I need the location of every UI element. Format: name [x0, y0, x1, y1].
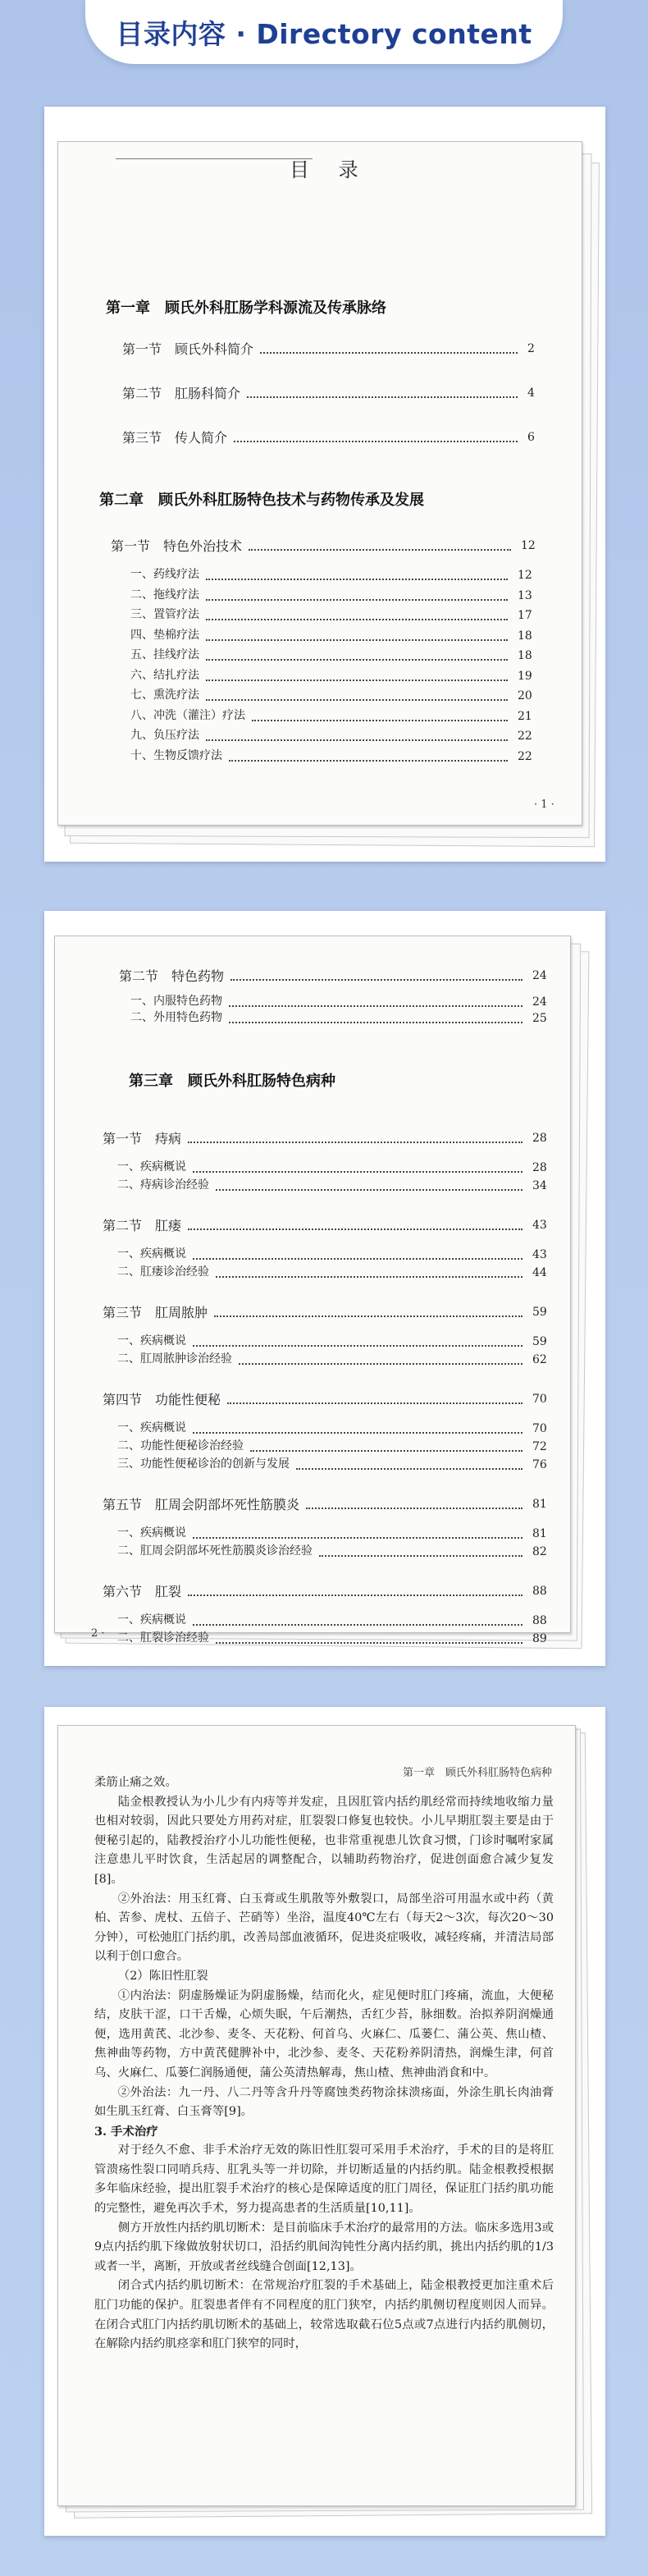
toc-section-4-item-2-leader: [250, 1450, 523, 1452]
toc-section-6-item-2: 二、肛裂诊治经验: [117, 1631, 209, 1645]
sec2-item-2-leader: [229, 1022, 523, 1023]
toc-page-2: [54, 936, 571, 1645]
toc-page-1: [57, 141, 582, 826]
toc-section-4-item-3-leader: [296, 1468, 523, 1470]
ch2-item-3-leader: [206, 619, 508, 620]
paragraph-5: ①内治法：阴虚肠燥证为阴虚肠燥，结而化火，症见便时肛门疼痛，流血，大便秘结，皮肤干涩，口干舌燥，心烦失眠，午后潮热，舌红少苔，脉细数。治拟养阴润燥通便，选用黄芪、北沙参、麦冬、天花粉、何首乌、火麻仁、瓜蒌仁、蒲公英、焦山楂、焦神曲等药物，方中黄芪健脾补中，北沙参、麦冬、天花粉养阴清热，润燥生津，何首乌、火麻仁、瓜蒌仁润肠通便，蒲公英清热解毒，焦山楂、焦神曲消食和中。: [94, 1988, 554, 2080]
toc-section-6-item-1-page: 88: [532, 1614, 547, 1627]
ch2-item-4-page: 18: [518, 629, 532, 643]
running-head: 第一章 顾氏外科肛肠特色病种: [403, 1767, 553, 1779]
toc-section-3-leader: [214, 1315, 523, 1317]
toc-section-2-item-2-page: 44: [532, 1266, 547, 1279]
ch1-section-1-leader: [260, 352, 518, 354]
toc-section-3: 第三节 肛周脓肿: [103, 1305, 208, 1320]
ch2-item-4-leader: [206, 639, 508, 641]
toc-section-1-page: 28: [532, 1132, 547, 1145]
ch2-item-8: 八、冲洗（灌注）疗法: [130, 708, 245, 722]
ch1-section-2-leader: [247, 396, 518, 398]
ch2-item-2-leader: [206, 599, 508, 601]
ch1-section-2-page: 4: [527, 387, 535, 400]
ch2-item-5: 五、挂线疗法: [130, 648, 199, 661]
ch2-item-2: 二、拖线疗法: [130, 588, 199, 602]
paragraph-3: ②外治法：用玉红膏、白玉膏或生肌散等外敷裂口，局部坐浴可用温水或中药（黄柏、苦参、虎杖、五倍子、芒硝等）坐浴，温度40℃左右（每天2～3次，每次20～30分钟），可松弛肛门括约肌，改善局部血液循环，促进炎症吸收，减轻疼痛，并清洁局部以利于创口愈合。: [94, 1892, 554, 1964]
toc-section-2-item-1-page: 43: [532, 1248, 547, 1261]
ch2-item-10-leader: [229, 760, 508, 762]
toc-section-4-leader: [227, 1402, 523, 1404]
ch2-item-5-page: 18: [518, 649, 532, 662]
toc-section-5-leader: [306, 1508, 523, 1509]
ch2-item-3: 三、置管疗法: [130, 608, 199, 621]
toc-section-6-item-1: 一、疾病概说: [117, 1613, 186, 1627]
ch2-item-1-leader: [206, 579, 508, 580]
toc-section-6: 第六节 肛裂: [103, 1584, 182, 1599]
ch1-section-2: 第二节 肛肠科简介: [122, 386, 241, 401]
paragraph-2: 陆金根教授认为小儿少有内痔等并发症，且因肛管内括约肌经常而持续地收缩力量也相对较弱，因此只要处方用药对症，肛裂裂口修复也较快。小儿早期肛裂主要是由于便秘引起的，陆教授治疗小儿功能性便秘，也非常重视患儿饮食习惯，门诊时嘱咐家属注意患儿平时饮食，生活起居的调整配合，以辅助药物治疗，促进创面愈合减少复发[8]。: [94, 1795, 554, 1886]
toc-section-5-item-1-page: 81: [532, 1527, 547, 1540]
chapter-3-title: 第三章 顾氏外科肛肠特色病种: [129, 1073, 335, 1090]
toc-section-2: 第二节 肛瘘: [103, 1218, 182, 1233]
toc-section-4-item-3: 三、功能性便秘诊治的创新与发展: [117, 1457, 290, 1471]
body-text: [94, 1773, 554, 2354]
toc-section-4-item-1-page: 70: [532, 1422, 547, 1435]
toc-section-1-item-2-page: 34: [532, 1179, 547, 1192]
toc-section-3-item-1-leader: [193, 1345, 523, 1347]
toc-section-5-item-2: 二、肛周会阴部坏死性筋膜炎诊治经验: [117, 1544, 313, 1558]
sec2-item-2-page: 25: [532, 1012, 547, 1025]
sec2-item-1: 一、内服特色药物: [130, 995, 222, 1008]
toc-section-1-item-1-leader: [193, 1171, 523, 1173]
toc-section-5: 第五节 肛周会阴部坏死性筋膜炎: [103, 1497, 300, 1512]
toc-section-3-item-1: 一、疾病概说: [117, 1334, 186, 1347]
sec2-item-1-page: 24: [532, 995, 547, 1009]
page-header: [0, 0, 648, 75]
toc-section-5-item-2-page: 82: [532, 1545, 547, 1558]
toc-section-1-leader: [188, 1142, 523, 1143]
ch2-section-1-leader: [249, 549, 511, 551]
ch2-item-7-page: 20: [518, 689, 532, 702]
toc-section-4-page: 70: [532, 1393, 547, 1406]
sec2-title-page: 24: [532, 969, 547, 982]
ch1-section-1-page: 2: [527, 342, 535, 355]
toc-section-1-item-1-page: 28: [532, 1161, 547, 1174]
ch2-item-1-page: 12: [518, 569, 532, 582]
toc-section-2-item-2-leader: [216, 1276, 523, 1278]
toc-section-1-item-2-leader: [216, 1189, 523, 1191]
toc-section-6-item-2-page: 89: [532, 1632, 547, 1645]
ch2-item-7: 七、熏洗疗法: [130, 689, 199, 702]
sec2-title: 第二节 特色药物: [119, 968, 225, 984]
page-number-footer: · 1 ·: [534, 798, 554, 811]
ch2-item-10: 十、生物反馈疗法: [130, 748, 222, 762]
title-rule-left: [116, 158, 313, 159]
content-page-3: [57, 1725, 576, 2506]
ch2-section-1-page: 12: [521, 539, 536, 552]
toc-section-2-item-1-leader: [193, 1258, 523, 1260]
ch2-item-6: 六、结扎疗法: [130, 668, 199, 682]
sec2-item-1-leader: [229, 1005, 523, 1007]
ch2-item-2-page: 13: [518, 588, 532, 602]
paragraph-9: 侧方开放性内括约肌切断术：是目前临床手术治疗的最常用的方法。临床多选用3或9点内括约肌下缘做放射状切口，沿括约肌间沟钝性分离内括约肌，挑出内括约肌的1/3或者一半，离断，开放或者丝线缝合创面[12,13]。: [94, 2221, 554, 2273]
ch2-item-6-page: 19: [518, 669, 532, 683]
toc-section-3-item-2-leader: [239, 1363, 523, 1365]
ch1-section-3-leader: [234, 441, 518, 442]
toc-section-6-leader: [188, 1595, 523, 1596]
toc-section-4: 第四节 功能性便秘: [103, 1392, 221, 1407]
toc-title: 目 录: [290, 158, 370, 181]
header-title: 目录内容 · Directory content: [116, 18, 532, 50]
paragraph-10: 闭合式内括约肌切断术：在常规治疗肛裂的手术基础上，陆金根教授更加注重术后肛门功能的保护。肛裂患者伴有不同程度的肛门狭窄，内括约肌侧切程度则因人而异。在闭合式肛门内括约肌切断术的基础上，较常选取截石位5点或7点进行内括约肌侧切，在解除内括约肌痉挛和肛门狭窄的同时，: [94, 2279, 554, 2351]
toc-section-6-item-2-leader: [216, 1642, 523, 1644]
toc-section-1-item-1: 一、疾病概说: [117, 1160, 186, 1174]
toc-section-4-item-1-leader: [193, 1432, 523, 1434]
page-number-footer-2: 2 ·: [91, 1627, 105, 1640]
toc-section-1-item-2: 二、痔病诊治经验: [117, 1178, 209, 1192]
ch2-item-6-leader: [206, 679, 508, 681]
toc-section-4-item-1: 一、疾病概说: [117, 1421, 186, 1434]
paragraph-7: 3. 手术治疗: [94, 2124, 158, 2139]
toc-section-6-page: 88: [532, 1585, 547, 1598]
ch2-item-8-leader: [252, 720, 508, 721]
toc-section-1: 第一节 痔病: [103, 1131, 182, 1146]
ch2-item-4: 四、垫棉疗法: [130, 628, 199, 642]
toc-section-5-item-1-leader: [193, 1537, 523, 1539]
ch2-item-5-leader: [206, 659, 508, 661]
ch1-section-1: 第一节 顾氏外科简介: [122, 341, 254, 357]
toc-section-4-item-3-page: 76: [532, 1458, 547, 1471]
toc-section-4-item-2: 二、功能性便秘诊治经验: [117, 1439, 244, 1453]
paragraph-1: 柔筋止痛之效。: [94, 1776, 177, 1789]
paragraph-6: ②外治法：九一丹、八二丹等含升丹等腐蚀类药物涂抹溃疡面，外涂生肌长肉油膏如生肌玉红膏、白玉膏等[9]。: [94, 2085, 554, 2119]
toc-section-3-item-2: 二、肛周脓肿诊治经验: [117, 1352, 232, 1366]
ch2-section-1: 第一节 特色外治技术: [111, 538, 243, 554]
ch2-item-1: 一、药线疗法: [130, 568, 199, 581]
toc-section-5-page: 81: [532, 1498, 547, 1511]
sec2-item-2: 二、外用特色药物: [130, 1011, 222, 1024]
paragraph-8: 对于经久不愈、非手术治疗无效的陈旧性肛裂可采用手术治疗，手术的目的是将肛管溃疡性裂口同哨兵痔、肛乳头等一并切除，并切断适量的内括约肌。陆金根教授根据多年临床经验，提出肛裂手术治疗的核心是保障适度的肛门周径，保证肛门括约肌功能的完整性，避免再次手术，努力提高患者的生活质量[10,11]。: [94, 2144, 554, 2216]
sec2-title-leader: [230, 979, 523, 981]
toc-section-5-item-2-leader: [319, 1555, 523, 1557]
ch2-item-7-leader: [206, 699, 508, 701]
chapter-1-title: 第一章 顾氏外科肛肠学科源流及传承脉络: [106, 300, 386, 317]
toc-section-3-page: 59: [532, 1306, 547, 1319]
chapter-2-title: 第二章 顾氏外科肛肠特色技术与药物传承及发展: [99, 492, 424, 509]
ch2-item-10-page: 22: [518, 749, 532, 763]
paragraph-4: （2）陈旧性肛裂: [117, 1969, 208, 1983]
toc-section-2-page: 43: [532, 1219, 547, 1232]
toc-section-2-leader: [188, 1229, 523, 1230]
ch2-item-9-page: 22: [518, 730, 532, 743]
ch2-item-3-page: 17: [518, 609, 532, 622]
ch1-section-3: 第三节 传人简介: [122, 430, 228, 446]
ch2-item-9: 九、负压疗法: [130, 729, 199, 742]
ch2-item-8-page: 21: [518, 709, 532, 723]
toc-section-3-item-1-page: 59: [532, 1335, 547, 1348]
ch2-item-9-leader: [206, 739, 508, 741]
ch1-section-3-page: 6: [527, 431, 535, 444]
toc-section-5-item-1: 一、疾病概说: [117, 1526, 186, 1540]
toc-section-3-item-2-page: 62: [532, 1353, 547, 1366]
toc-section-2-item-2: 二、肛瘘诊治经验: [117, 1265, 209, 1279]
toc-section-4-item-2-page: 72: [532, 1440, 547, 1453]
toc-section-6-item-1-leader: [193, 1624, 523, 1626]
toc-section-2-item-1: 一、疾病概说: [117, 1247, 186, 1261]
